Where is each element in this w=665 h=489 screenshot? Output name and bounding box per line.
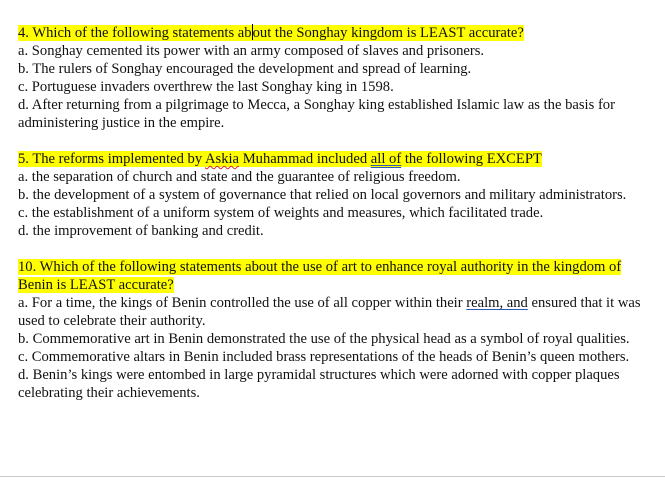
question-4: [18, 24, 646, 132]
document-page[interactable]: [18, 24, 646, 420]
question-10-option-b: b. Commemorative art in Benin demonstrated the use of the physical head as a symbol of royal qualities.: [18, 331, 630, 347]
question-4-option-a: a. Songhay cemented its power with an army composed of slaves and prisoners.: [18, 43, 485, 59]
question-5-option-d: d. the improvement of banking and credit.: [18, 223, 264, 239]
grammar-flag-all-of[interactable]: all of: [370, 151, 402, 167]
spelling-error-askia[interactable]: Askia: [204, 151, 240, 167]
question-10-stem-highlight: 10. Which of the following statements about the use of art to enhance royal authority in the kingdom of Benin is LEAST accurate?: [18, 259, 622, 293]
question-10-option-c: c. Commemorative altars in Benin included brass representations of the heads of Benin’s queen mothers.: [18, 349, 630, 365]
question-10-stem: [18, 258, 646, 294]
question-10-option-a-part-2: ensured that it was used to celebrate their authority.: [18, 295, 641, 329]
question-4-option-b: b. The rulers of Songhay encouraged the development and spread of learning.: [18, 61, 472, 77]
question-5-stem-part-a: 5. The reforms implemented by: [18, 151, 205, 167]
question-5-option-a: a. the separation of church and state and the guarantee of religious freedom.: [18, 169, 461, 185]
question-4-stem-part-a: 4. Which of the following statements ab: [18, 25, 252, 41]
question-4-stem-part-b: out the Songhay kingdom is LEAST accurate?: [252, 25, 524, 41]
question-4-stem-highlight: [18, 25, 524, 41]
page-bottom-divider: [0, 476, 665, 477]
question-4-option-c: c. Portuguese invaders overthrew the last Songhay king in 1598.: [18, 79, 394, 95]
question-5-stem-part-b: Muhammad included: [239, 151, 371, 167]
question-5-stem-highlight: [18, 151, 542, 167]
question-5: [18, 150, 646, 240]
question-10: [18, 258, 646, 402]
question-5-option-c: c. the establishment of a uniform system of weights and measures, which facilitated trade.: [18, 205, 544, 221]
question-4-option-d: d. After returning from a pilgrimage to Mecca, a Songhay king established Islamic law as the basis for administering justice in the empire.: [18, 97, 615, 131]
question-4-stem: [18, 24, 646, 42]
question-5-stem-part-c: the following EXCEPT: [401, 151, 542, 167]
grammar-flag-realm-and[interactable]: realm, and: [466, 295, 528, 311]
question-10-option-d: d. Benin’s kings were entombed in large pyramidal structures which were adorned with copper plaques celebrating their achievements.: [18, 367, 620, 401]
question-10-option-a-part-1: a. For a time, the kings of Benin controlled the use of all copper within their: [18, 295, 467, 311]
question-5-stem: [18, 150, 646, 168]
question-5-option-b: b. the development of a system of governance that relied on local governors and military administrators.: [18, 187, 627, 203]
question-10-option-a: [18, 294, 646, 330]
